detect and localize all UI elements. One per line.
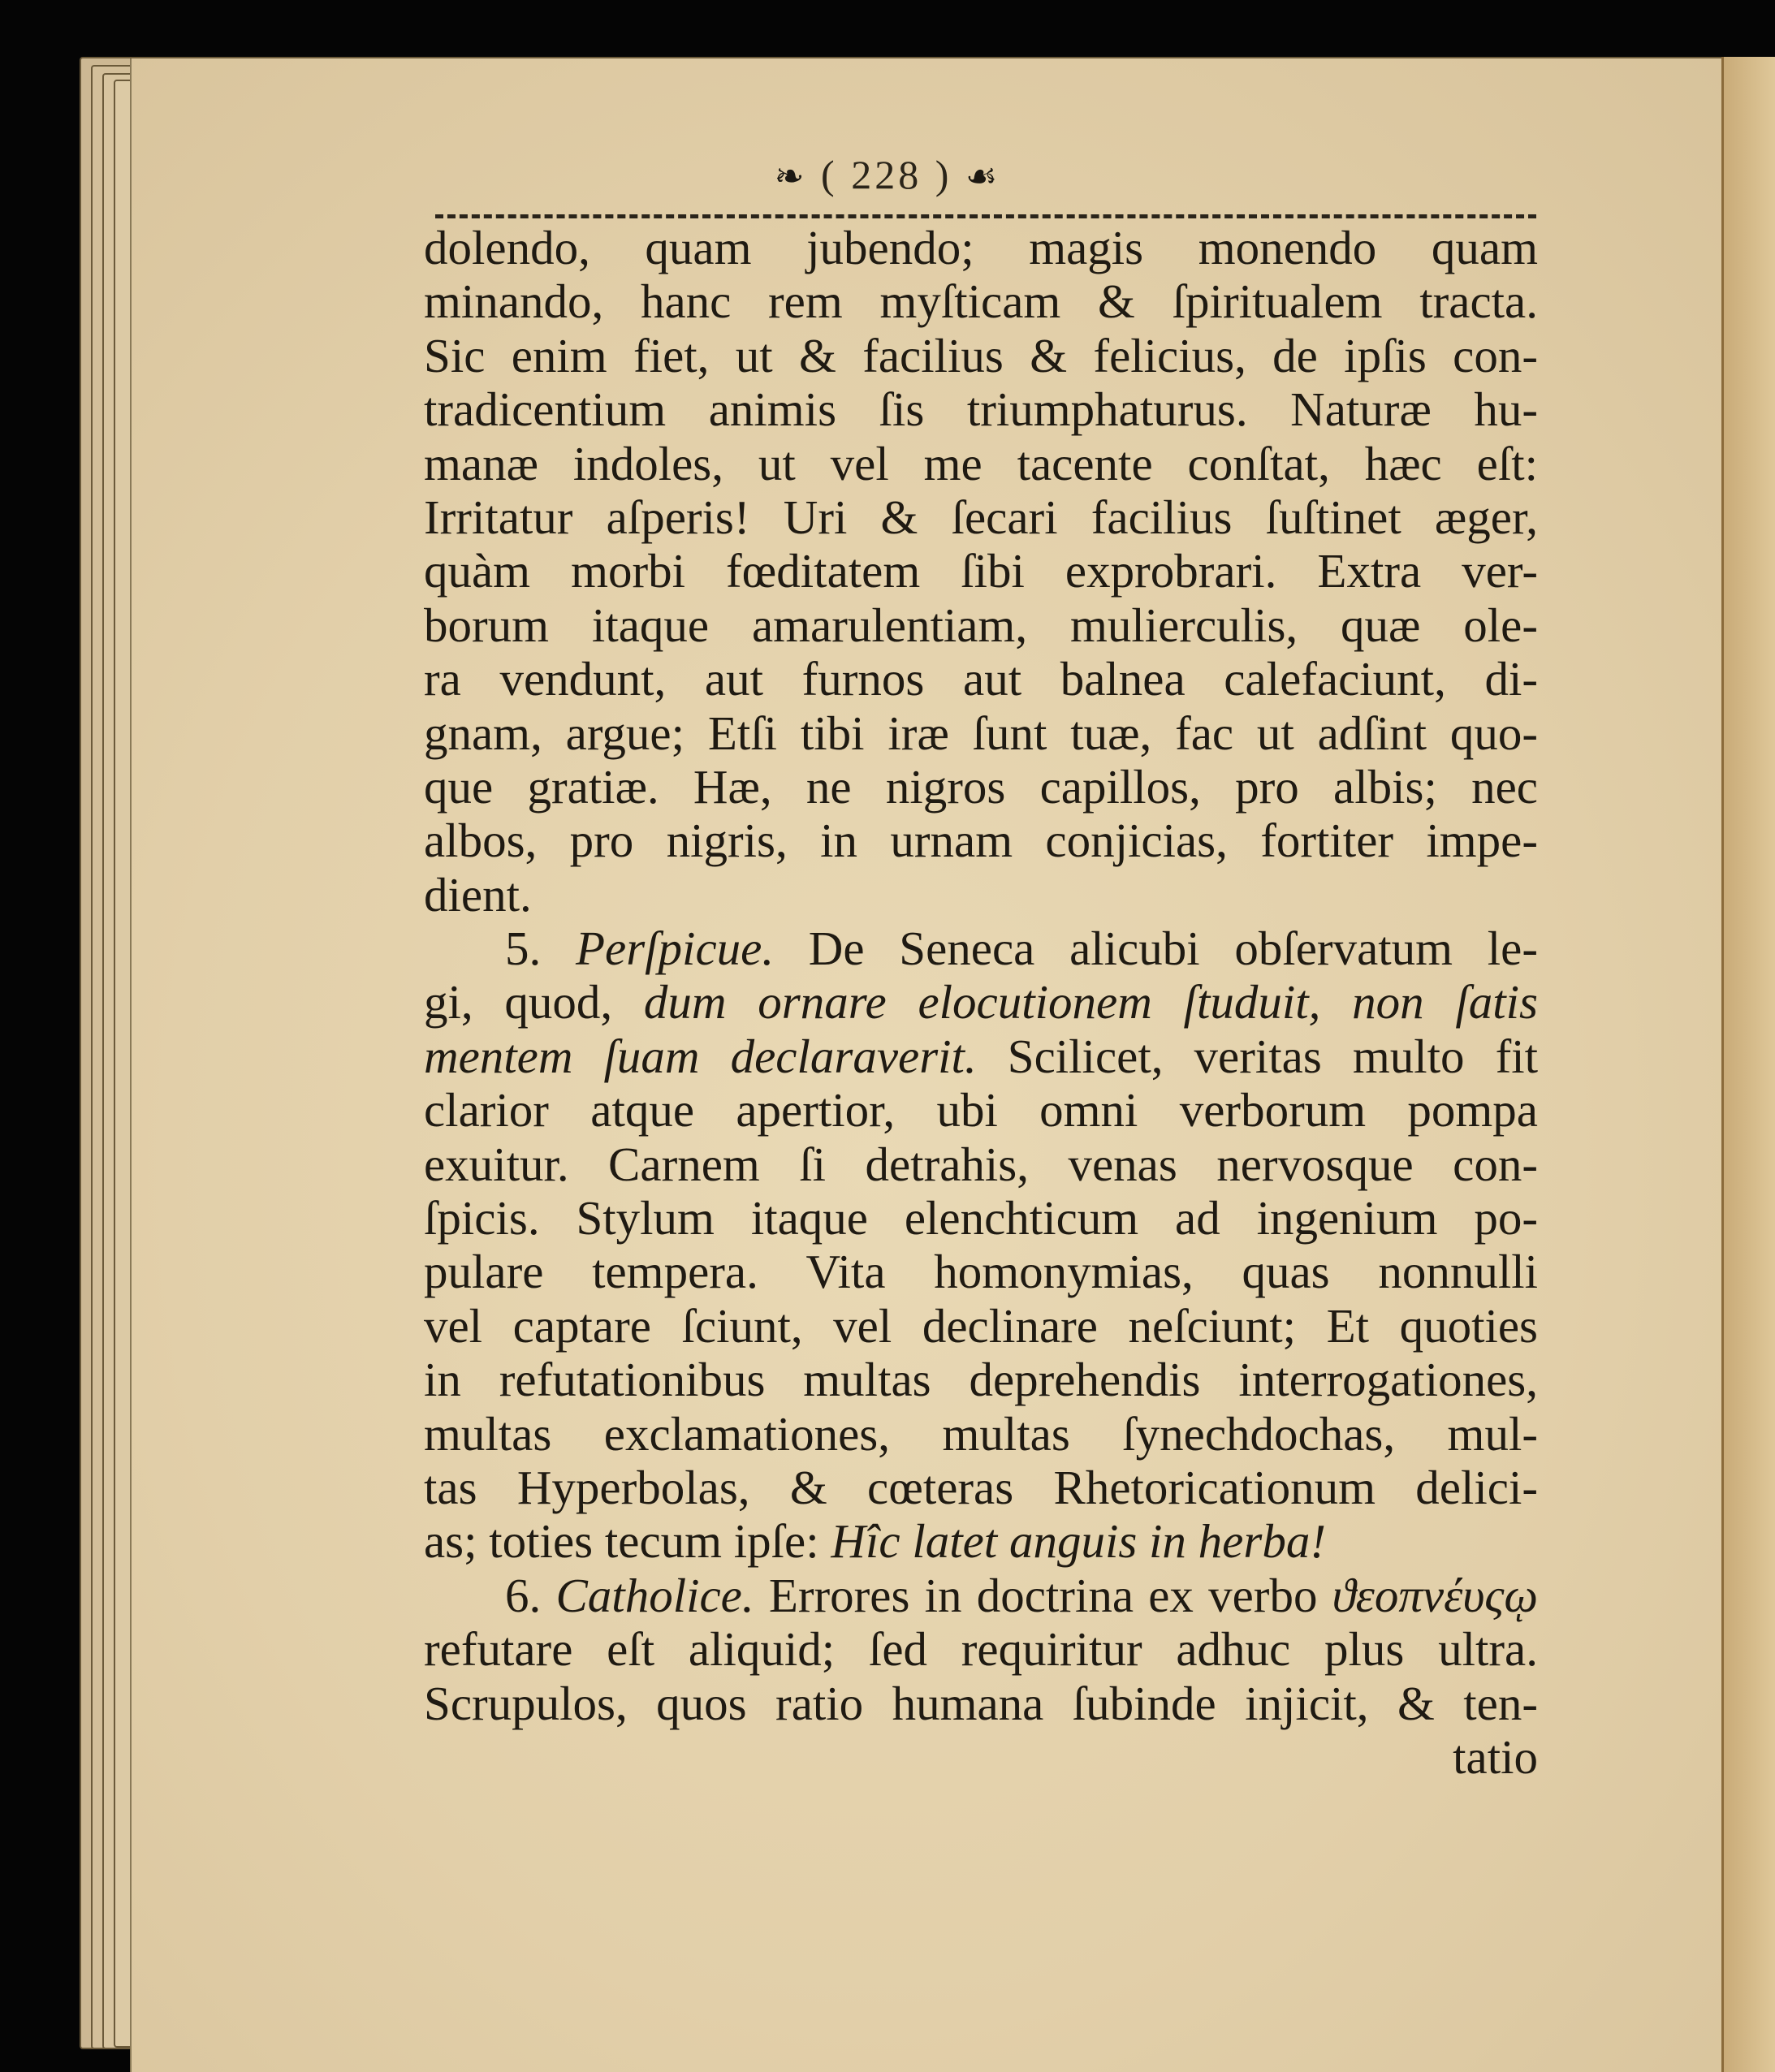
text-line: clarior atque apertior, ubi omni verborum pompa — [424, 1083, 1538, 1137]
text-run: De Seneca alicubi obſervatum le- — [808, 922, 1538, 976]
text-line: ra vendunt, aut furnos aut balnea calefaciunt, di- — [424, 652, 1538, 706]
section-heading: Catholice. — [555, 1568, 754, 1622]
text-run: gi, quod, — [424, 975, 613, 1030]
section-number: 6. — [505, 1568, 542, 1622]
greek-word: ϑεοπνέυςῳ — [1332, 1568, 1539, 1622]
text-run: Errores in doctrina ex verbo — [768, 1568, 1318, 1622]
text-line: ſpicis. Stylum itaque elenchticum ad ingenium po- — [424, 1191, 1538, 1245]
page-number: ( 228 ) — [821, 152, 952, 197]
fleuron-left-icon: ❧ — [774, 157, 808, 196]
text-line — [424, 975, 1538, 1029]
text-line: dient. — [424, 867, 532, 922]
text-line: borum itaque amarulentiam, mulierculis, quæ ole- — [424, 598, 1538, 652]
quotation: Hîc latet anguis in herba! — [831, 1514, 1326, 1569]
text-run: as; toties tecum ipſe: — [424, 1514, 819, 1569]
text-line — [424, 1030, 1538, 1083]
text-line: in refutationibus multas deprehendis interrogationes, — [424, 1353, 1538, 1407]
section-6-first-line — [424, 1569, 1538, 1622]
section-heading: Perſpicue. — [575, 922, 775, 976]
text-line: Scrupulos, quos ratio humana ſubinde injicit, & ten- — [424, 1676, 1538, 1730]
text-line — [424, 1514, 1538, 1568]
text-line: Irritatur aſperis! Uri & ſecari facilius ſuſtinet æger, — [424, 490, 1538, 544]
text-line: tas Hyperbolas, & cœteras Rhetoricationum delici- — [424, 1460, 1538, 1514]
text-line: quàm morbi fœditatem ſibi exprobrari. Extra ver- — [424, 544, 1538, 598]
text-line: dolendo, quam jubendo; magis monendo quam — [424, 221, 1538, 274]
text-line: albos, pro nigris, in urnam conjicias, fortiter impe- — [424, 814, 1538, 868]
text-line: vel captare ſciunt, vel declinare neſciunt; Et quoties — [424, 1298, 1538, 1353]
facing-page-edge — [1721, 57, 1775, 2072]
text-line: tradicentium animis ſis triumphaturus. Naturæ hu- — [424, 382, 1538, 437]
text-line: que gratiæ. Hæ, ne nigros capillos, pro albis; nec — [424, 759, 1538, 814]
text-line: Sic enim fiet, ut & facilius & felicius, de ipſis con- — [424, 328, 1538, 382]
quotation: dum ornare elocutionem ſtuduit, non ſatis — [643, 975, 1539, 1030]
text-line: exuitur. Carnem ſi detrahis, venas nervosque con- — [424, 1137, 1538, 1191]
text-line: manæ indoles, ut vel me tacente conſtat, hæc eſt: — [424, 436, 1538, 490]
body-text — [424, 221, 1538, 1784]
section-number: 5. — [505, 922, 542, 976]
text-run: Scilicet, veritas multo fit — [1007, 1029, 1539, 1083]
text-line: refutare eſt aliquid; ſed requiritur adhuc plus ultra. — [424, 1622, 1538, 1677]
text-line: minando, hanc rem myſticam & ſpiritualem tracta. — [424, 274, 1538, 329]
text-line: pulare tempera. Vita homonymias, quas nonnulli — [424, 1245, 1538, 1299]
text-line: gnam, argue; Etſi tibi iræ ſunt tuæ, fac ut adſint quo- — [424, 706, 1538, 760]
catchword: tatio — [1453, 1729, 1538, 1784]
quotation: mentem ſuam declaraverit. — [424, 1029, 977, 1083]
text-line: multas exclamationes, multas ſynechdochas, mul- — [424, 1406, 1538, 1461]
section-5-first-line — [424, 922, 1538, 975]
fleuron-right-icon: ☙ — [965, 157, 1001, 196]
header-rule — [435, 214, 1536, 218]
page-header — [0, 151, 1775, 198]
